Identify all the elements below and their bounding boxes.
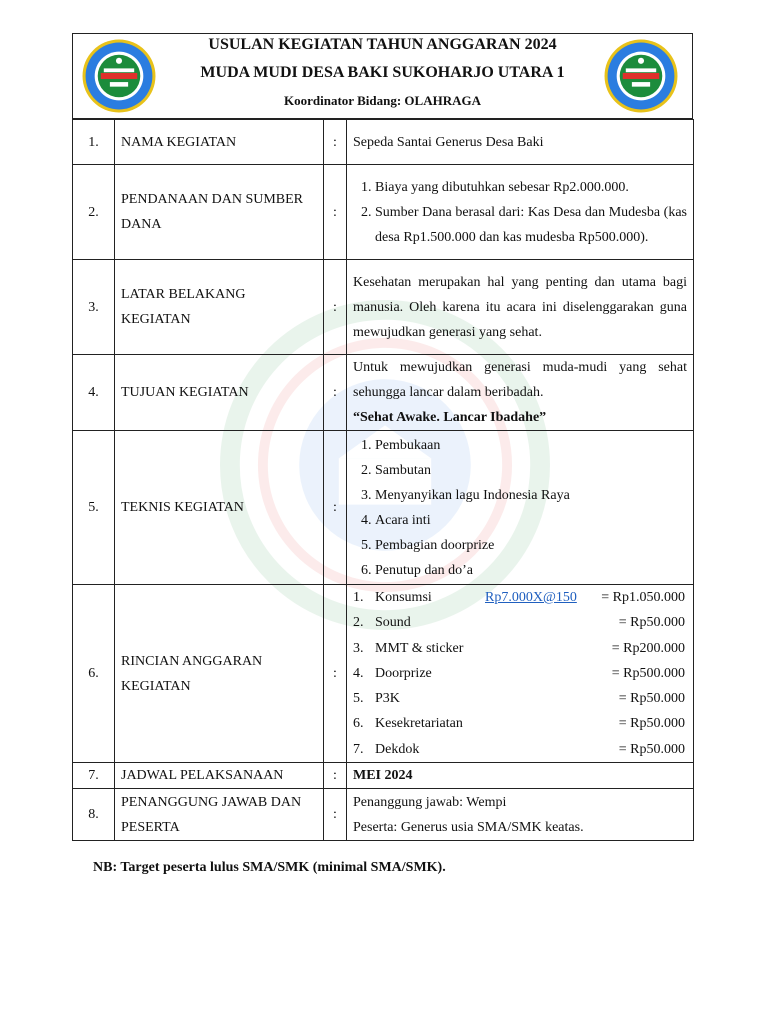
list-item: 2. Sumber Dana berasal dari: Kas Desa dan Mudesba (kas desa Rp1.500.000 dan kas mudesba Rp500.000). <box>375 200 687 250</box>
participants: Peserta: Generus usia SMA/SMK keatas. <box>353 819 584 835</box>
table-row <box>73 763 694 789</box>
budget-name: P3K <box>375 691 400 707</box>
row-number: 4. <box>73 355 115 431</box>
table-row <box>73 585 694 763</box>
list-item: 6. Penutup dan do’a <box>375 558 687 583</box>
budget-calc-link[interactable]: Rp7.000X@150 <box>485 590 577 605</box>
budget-number: 4. <box>353 665 364 681</box>
coordinator-field: Koordinator Bidang: OLAHRAGA <box>284 93 481 108</box>
row-colon: : <box>324 431 347 585</box>
row-number: 1. <box>73 120 115 165</box>
budget-name: Konsumsi <box>375 590 432 605</box>
table-row <box>73 260 694 355</box>
schedule-value: MEI 2024 <box>347 763 694 789</box>
goal-text: Untuk mewujudkan generasi muda-mudi yang sehat sehungga lancar dalam beribadah. <box>353 360 687 400</box>
budget-item <box>353 686 687 711</box>
budget-number: 3. <box>353 640 364 656</box>
budget-total: = Rp500.000 <box>611 665 685 681</box>
row-number: 3. <box>73 260 115 355</box>
row-number: 6. <box>73 585 115 763</box>
budget-item <box>353 711 687 736</box>
budget-number: 7. <box>353 741 364 757</box>
row-number: 7. <box>73 763 115 789</box>
document-title: USULAN KEGIATAN TAHUN ANGGARAN 2024 <box>208 36 557 53</box>
table-row <box>73 789 694 841</box>
row-label: LATAR BELAKANG KEGIATAN <box>115 260 324 355</box>
row-colon: : <box>324 120 347 165</box>
footnote: NB: Target peserta lulus SMA/SMK (minimal SMA/SMK). <box>93 860 446 875</box>
document-header <box>72 33 693 119</box>
row-colon: : <box>324 763 347 789</box>
budget-content <box>347 585 694 763</box>
goal-content <box>347 355 694 431</box>
budget-name: Kesekretariatan <box>375 716 463 732</box>
list-item: 5. Pembagian doorprize <box>375 533 687 558</box>
budget-total: = Rp50.000 <box>618 741 685 757</box>
funding-list <box>353 175 687 250</box>
row-label: JADWAL PELAKSANAAN <box>115 763 324 789</box>
funding-content <box>347 165 694 260</box>
budget-total: = Rp1.050.000 <box>601 590 685 605</box>
row-label: PENDANAAN DAN SUMBER DANA <box>115 165 324 260</box>
organization-logo-right-icon <box>603 38 679 114</box>
activity-name: Sepeda Santai Generus Desa Baki <box>347 120 694 165</box>
list-item: 1. Biaya yang dibutuhkan sebesar Rp2.000.000. <box>375 175 687 200</box>
table-row <box>73 355 694 431</box>
budget-name: Sound <box>375 615 411 631</box>
goal-motto: “Sehat Awake. Lancar Ibadahe” <box>353 410 547 425</box>
budget-total: = Rp50.000 <box>618 691 685 707</box>
responsible-person: Penanggung jawab: Wempi <box>353 794 507 810</box>
background-text: Kesehatan merupakan hal yang penting dan utama bagi manusia. Oleh karena itu acara ini diselenggarakan guna mewujudkan generasi yang sehat. <box>347 260 694 355</box>
proposal-table <box>72 119 694 841</box>
technical-content <box>347 431 694 585</box>
table-row <box>73 165 694 260</box>
budget-item <box>353 661 687 686</box>
budget-total: = Rp200.000 <box>611 640 685 656</box>
list-item: 2. Sambutan <box>375 458 687 483</box>
row-label: TEKNIS KEGIATAN <box>115 431 324 585</box>
organization-name: MUDA MUDI DESA BAKI SUKOHARJO UTARA 1 <box>200 64 565 81</box>
list-item: 4. Acara inti <box>375 508 687 533</box>
responsible-content <box>347 789 694 841</box>
row-colon: : <box>324 789 347 841</box>
row-colon: : <box>324 585 347 763</box>
row-label: PENANGGUNG JAWAB DAN PESERTA <box>115 789 324 841</box>
list-item: 1. Pembukaan <box>375 433 687 458</box>
table-row <box>73 431 694 585</box>
budget-item <box>353 585 687 610</box>
budget-item <box>353 737 687 762</box>
budget-number: 6. <box>353 716 364 732</box>
budget-number: 2. <box>353 615 364 631</box>
row-colon: : <box>324 355 347 431</box>
technical-list <box>353 433 687 583</box>
budget-number: 1. <box>353 590 364 605</box>
row-number: 2. <box>73 165 115 260</box>
budget-number: 5. <box>353 691 364 707</box>
budget-name: MMT & sticker <box>375 640 464 656</box>
budget-name: Dekdok <box>375 741 420 757</box>
budget-total: = Rp50.000 <box>618 615 685 631</box>
row-label: TUJUAN KEGIATAN <box>115 355 324 431</box>
row-colon: : <box>324 165 347 260</box>
row-label: RINCIAN ANGGARAN KEGIATAN <box>115 585 324 763</box>
budget-item <box>353 610 687 635</box>
row-label: NAMA KEGIATAN <box>115 120 324 165</box>
budget-item <box>353 636 687 661</box>
row-colon: : <box>324 260 347 355</box>
list-item: 3. Menyanyikan lagu Indonesia Raya <box>375 483 687 508</box>
row-number: 5. <box>73 431 115 585</box>
budget-name: Doorprize <box>375 665 432 681</box>
table-row <box>73 120 694 165</box>
budget-total: = Rp50.000 <box>618 716 685 732</box>
row-number: 8. <box>73 789 115 841</box>
